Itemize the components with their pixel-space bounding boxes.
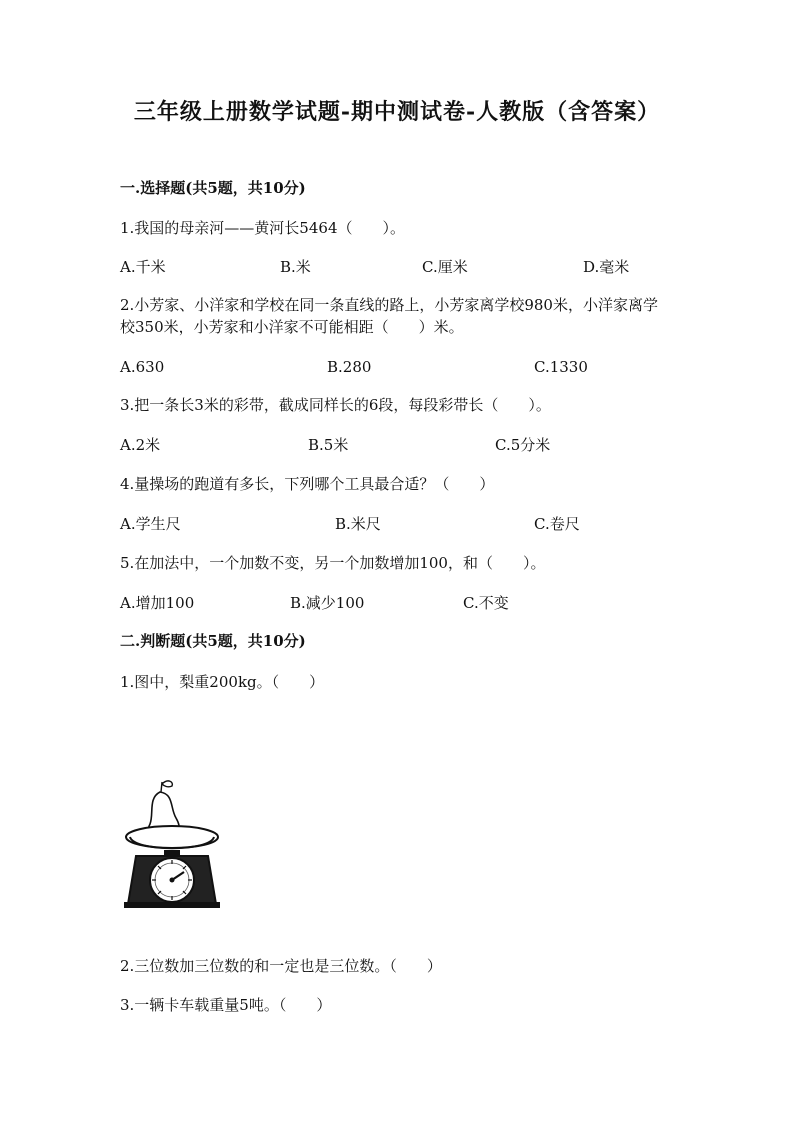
option-b: B.5米 (308, 436, 349, 454)
option-a: A.千米 (120, 258, 166, 276)
option-b: B.280 (327, 358, 372, 376)
option-a: A.学生尺 (120, 515, 181, 533)
option-row (120, 256, 680, 278)
option-c: C.1330 (534, 358, 588, 376)
option-d: D.毫米 (583, 258, 630, 276)
option-row (120, 513, 680, 535)
option-b: B.米 (280, 258, 311, 276)
option-row (120, 592, 680, 614)
question-text: 3.一辆卡车载重量5吨。（ ） (120, 996, 332, 1014)
option-b: B.米尺 (335, 515, 381, 533)
question-text: 2.三位数加三位数的和一定也是三位数。（ ） (120, 957, 442, 975)
scale-with-pear-illustration (120, 752, 225, 912)
section-heading-judgment: 二.判断题(共5题，共10分) (120, 632, 306, 650)
option-row (120, 434, 680, 456)
question-text: 1.图中，梨重200kg。（ ） (120, 673, 325, 691)
question-text: 3.把一条长3米的彩带，截成同样长的6段，每段彩带长（ ）。 (120, 396, 551, 414)
section-heading-choice: 一.选择题(共5题，共10分) (120, 179, 306, 197)
option-c: C.不变 (463, 594, 509, 612)
option-c: C.厘米 (422, 258, 468, 276)
option-c: C.5分米 (495, 436, 551, 454)
question-text: 2.小芳家、小洋家和学校在同一条直线的路上，小芳家离学校980米，小洋家离学校350米，小芳家和小洋家不可能相距（ ）米。 (120, 296, 658, 336)
option-c: C.卷尺 (534, 515, 580, 533)
question-text: 1.我国的母亲河——黄河长5464（ ）。 (120, 219, 405, 237)
option-a: A.630 (120, 358, 165, 376)
option-row (120, 356, 680, 378)
page-title: 三年级上册数学试题-期中测试卷-人教版（含答案） (133, 99, 661, 125)
option-a: A.增加100 (120, 594, 195, 612)
question-text: 4.量操场的跑道有多长，下列哪个工具最合适？（ ） (120, 475, 495, 493)
question-text: 5.在加法中，一个加数不变，另一个加数增加100，和（ ）。 (120, 554, 546, 572)
pear-stem (161, 781, 172, 792)
option-a: A.2米 (120, 436, 161, 454)
option-b: B.减少100 (290, 594, 365, 612)
